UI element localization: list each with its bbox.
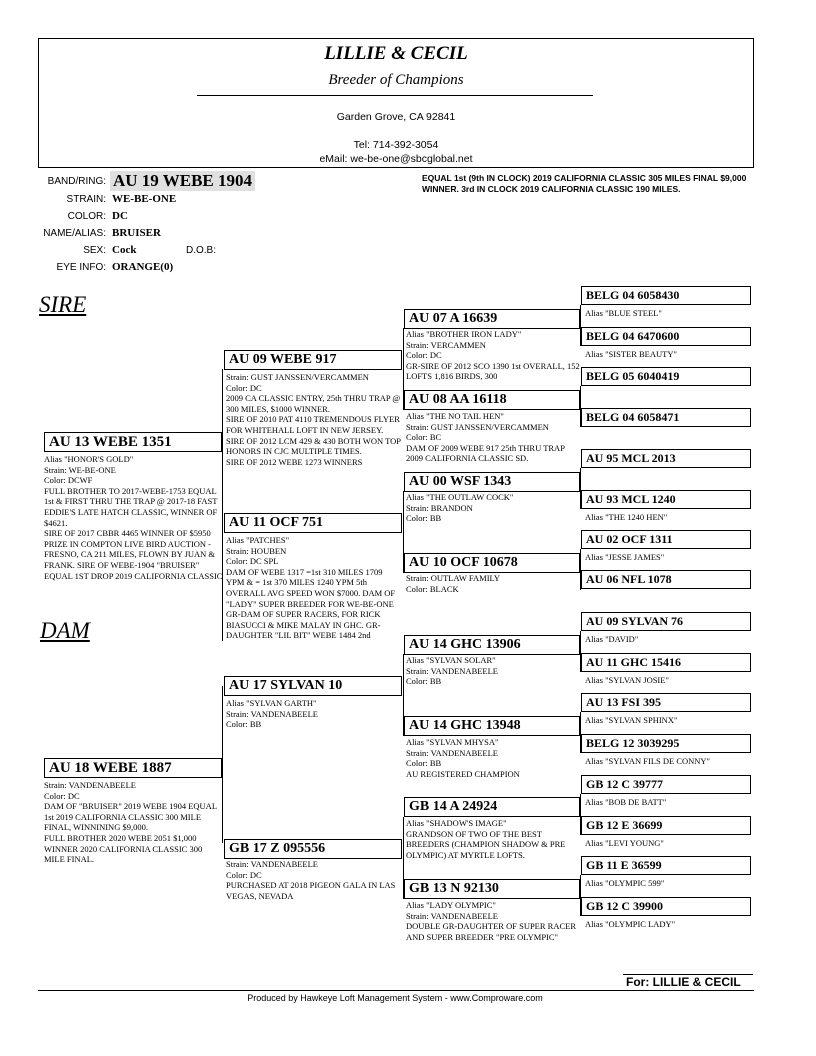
prepared-for: For: LILLIE & CECIL — [623, 974, 753, 989]
gen4-ancestor-2-alias: Alias "SISTER BEAUTY" — [585, 349, 677, 359]
gen3-ancestor-3-info: Alias "THE OUTLAW COCK" Strain: BRANDON Color: BB — [406, 492, 514, 524]
header-email: eMail: we-be-one@sbcglobal.net — [319, 153, 473, 165]
gen4-ancestor-11-band[interactable]: AU 13 FSI 395 — [581, 693, 751, 712]
gen3-ancestor-3-band[interactable]: AU 00 WSF 1343 — [404, 472, 580, 492]
gen2-dam-sire-info: Alias "SYLVAN GARTH" Strain: VANDENABEELE Color: BB — [226, 698, 319, 730]
gen4-ancestor-13-band[interactable]: GB 12 C 39777 — [581, 775, 751, 794]
farm-name: LILLIE & CECIL — [324, 43, 468, 64]
gen4-ancestor-6-band[interactable]: AU 93 MCL 1240 — [581, 490, 751, 509]
gen4-ancestor-2-band[interactable]: BELG 04 6470600 — [581, 327, 751, 346]
gen4-ancestor-15-alias: Alias "OLYMPIC 599" — [585, 878, 665, 888]
farm-tagline: Breeder of Champions — [328, 72, 464, 88]
gen4-ancestor-7-alias: Alias "JESSE JAMES" — [585, 552, 665, 562]
dob-label: D.O.B: — [186, 245, 217, 256]
gen4-ancestor-11-alias: Alias "SYLVAN SPHINX" — [585, 715, 678, 725]
gen4-ancestor-6-alias: Alias "THE 1240 HEN" — [585, 512, 668, 522]
strain-label: STRAIN: — [66, 194, 106, 205]
gen2-sire-dam-band[interactable]: AU 11 OCF 751 — [224, 513, 402, 533]
sire-band[interactable]: AU 13 WEBE 1351 — [44, 432, 222, 452]
gen4-ancestor-1-band[interactable]: BELG 04 6058430 — [581, 286, 751, 305]
dam-band[interactable]: AU 18 WEBE 1887 — [44, 758, 222, 778]
gen3-ancestor-6-info: Alias "SYLVAN MHYSA" Strain: VANDENABEELE Color: BB AU REGISTERED CHAMPION — [406, 737, 520, 779]
gen3-ancestor-2-info: Alias "THE NO TAIL HEN" Strain: GUST JANSSEN/VERCAMMEN Color: BC DAM OF 2009 WEBE 917 25th THRU TRAP 2009 CALIFORNIA CLASSIC SD. — [406, 411, 565, 464]
band-label: BAND/RING: — [47, 176, 106, 187]
gen4-ancestor-13-alias: Alias "BOB DE BATT" — [585, 797, 667, 807]
gen3-ancestor-6-band[interactable]: AU 14 GHC 13948 — [404, 716, 580, 736]
gen3-ancestor-2-band[interactable]: AU 08 AA 16118 — [404, 390, 580, 410]
gen4-ancestor-16-band[interactable]: GB 12 C 39900 — [581, 897, 751, 916]
gen4-ancestor-9-band[interactable]: AU 09 SYLVAN 76 — [581, 612, 751, 631]
gen3-ancestor-4-band[interactable]: AU 10 OCF 10678 — [404, 553, 580, 573]
gen3-ancestor-4-info: Strain: OUTLAW FAMILY Color: BLACK — [406, 573, 501, 594]
bird-sex: Cock — [112, 244, 137, 256]
gen4-ancestor-5-band[interactable]: AU 95 MCL 2013 — [581, 449, 751, 468]
dam-section-title: DAM — [40, 618, 90, 643]
bird-color: DC — [112, 210, 128, 222]
gen4-ancestor-14-band[interactable]: GB 12 E 36699 — [581, 816, 751, 835]
bird-band: AU 19 WEBE 1904 — [110, 171, 255, 191]
dam-info: Strain: VANDENABEELE Color: DC DAM OF "BRUISER" 2019 WEBE 1904 EQUAL 1st 2019 CALIFORNIA CLASSIC 300 MILE FINAL, WINNINING $9,000. FULL BROTHER 2020 WEBE 2051 $1,000 WINNER 2020 CALIFORNIA CLASSIC 300 MILE FINAL. — [44, 780, 217, 865]
gen3-ancestor-1-band[interactable]: AU 07 A 16639 — [404, 309, 580, 329]
gen2-sire-dam-info: Alias "PATCHES" Strain: HOUBEN Color: DC SPL DAM OF WEBE 1317 =1st 310 MILES 1709 YPM & = 1st 370 MILES 1240 YPM 5th OVERALL AVG SPEED WON $7000. DAM OF "LADY" SUPER BREEDER FOR WE-BE-ONE GR-DAM OF SUPER RACERS, FOR RICK BIASUCCI & MIKE MALAY IN GHC. GR-DAUGHTER "LIL BIT" WEBE 1484 2nd — [226, 535, 396, 641]
gen4-ancestor-14-alias: Alias "LEVI YOUNG" — [585, 838, 664, 848]
eye-label: EYE INFO: — [56, 262, 106, 273]
gen4-ancestor-7-band[interactable]: AU 02 OCF 1311 — [581, 530, 751, 549]
gen4-ancestor-12-band[interactable]: BELG 12 3039295 — [581, 734, 751, 753]
gen2-dam-dam-band[interactable]: GB 17 Z 095556 — [224, 839, 402, 859]
gen4-ancestor-12-alias: Alias "SYLVAN FILS DE CONNY" — [585, 756, 711, 766]
gen3-ancestor-7-band[interactable]: GB 14 A 24924 — [404, 797, 580, 817]
gen3-ancestor-5-info: Alias "SYLVAN SOLAR" Strain: VANDENABEELE Color: BB — [406, 655, 499, 687]
header-address: Garden Grove, CA 92841 — [336, 111, 456, 123]
header-divider — [197, 95, 593, 96]
gen2-dam-dam-info: Strain: VANDENABEELE Color: DC PURCHASED AT 2018 PIGEON GALA IN LAS VEGAS, NEVADA — [226, 859, 396, 901]
gen4-ancestor-3-band[interactable]: BELG 05 6040419 — [581, 367, 751, 386]
sex-label: SEX: — [83, 245, 106, 256]
sire-info: Alias "HONOR'S GOLD" Strain: WE-BE-ONE Color: DCWF FULL BROTHER TO 2017-WEBE-1753 EQUAL 1st & FIRST THRU THE TRAP @ 2017-18 FAST EDDIE'S LATE HATCH CLASSIC, WINNER OF $4621. SIRE OF 2017 CBBR 4465 WINNER OF $5950 PRIZE IN COMPTON LIVE BIRD AUCTION - FRESNO, CA 211 MILES, FLOWN BY JUAN & FRANK. SIRE OF WEBE-1904 "BRUISER" EQUAL 1ST DROP 2019 CALIFORNIA CLASSIC — [44, 454, 223, 581]
bird-strain: WE-BE-ONE — [112, 193, 177, 205]
gen3-ancestor-8-band[interactable]: GB 13 N 92130 — [404, 879, 580, 899]
gen3-ancestor-8-info: Alias "LADY OLYMPIC" Strain: VANDENABEELE DOUBLE GR-DAUGHTER OF SUPER RACER AND SUPER BREEDER "PRE OLYMPIC" — [406, 900, 577, 942]
name-label: NAME/ALIAS: — [43, 228, 106, 239]
gen4-ancestor-4-band[interactable]: BELG 04 6058471 — [581, 408, 751, 427]
gen4-ancestor-9-alias: Alias "DAVID" — [585, 634, 639, 644]
gen4-ancestor-8-band[interactable]: AU 06 NFL 1078 — [581, 570, 751, 589]
footer-credit: Produced by Hawkeye Loft Management System - www.Comproware.com — [247, 993, 543, 1003]
gen3-ancestor-5-band[interactable]: AU 14 GHC 13906 — [404, 635, 580, 655]
gen3-ancestor-1-info: Alias "BROTHER IRON LADY" Strain: VERCAMMEN Color: DC GR-SIRE OF 2012 SCO 1390 1st OVERALL, 152 LOFTS 1,816 BIRDS, 300 — [406, 329, 580, 382]
gen4-ancestor-15-band[interactable]: GB 11 E 36599 — [581, 856, 751, 875]
bird-name: BRUISER — [112, 227, 161, 239]
sire-section-title: SIRE — [39, 292, 87, 317]
gen2-sire-sire-band[interactable]: AU 09 WEBE 917 — [224, 350, 402, 370]
gen4-ancestor-16-alias: Alias "OLYMPIC LADY" — [585, 919, 676, 929]
gen3-ancestor-7-info: Alias "SHADOW'S IMAGE" GRANDSON OF TWO OF THE BEST BREEDERS (CHAMPION SHADOW & PRE OLYMPIC) AT MYRTLE LOFTS. — [406, 818, 566, 860]
footer-divider — [38, 990, 754, 991]
bird-comment: EQUAL 1st (9th IN CLOCK) 2019 CALIFORNIA CLASSIC 305 MILES FINAL $9,000 WINNER. 3rd IN CLOCK 2019 CALIFORNIA CLASSIC 190 MILES. — [422, 173, 747, 194]
bird-eye: ORANGE(0) — [112, 261, 174, 273]
gen4-ancestor-1-alias: Alias "BLUE STEEL" — [585, 308, 662, 318]
header-box — [38, 38, 754, 168]
gen4-ancestor-10-alias: Alias "SYLVAN JOSIE" — [585, 675, 669, 685]
gen4-ancestor-10-band[interactable]: AU 11 GHC 15416 — [581, 653, 751, 672]
gen2-sire-sire-info: Strain: GUST JANSSEN/VERCAMMEN Color: DC 2009 CA CLASSIC ENTRY, 25th THRU TRAP @ 300 MILES, $1000 WINNER. SIRE OF 2010 PAT 4110 TREMENDOUS FLYER FOR WHITEHALL LOFT IN NEW JERSEY. SIRE OF 2012 LCM 429 & 430 BOTH WON TOP HONORS IN CJC MULTIPLE TIMES. SIRE OF 2012 WEBE 1273 WINNERS — [226, 372, 401, 467]
color-label: COLOR: — [67, 211, 106, 222]
gen2-dam-sire-band[interactable]: AU 17 SYLVAN 10 — [224, 676, 402, 696]
header-phone: Tel: 714-392-3054 — [353, 139, 439, 151]
